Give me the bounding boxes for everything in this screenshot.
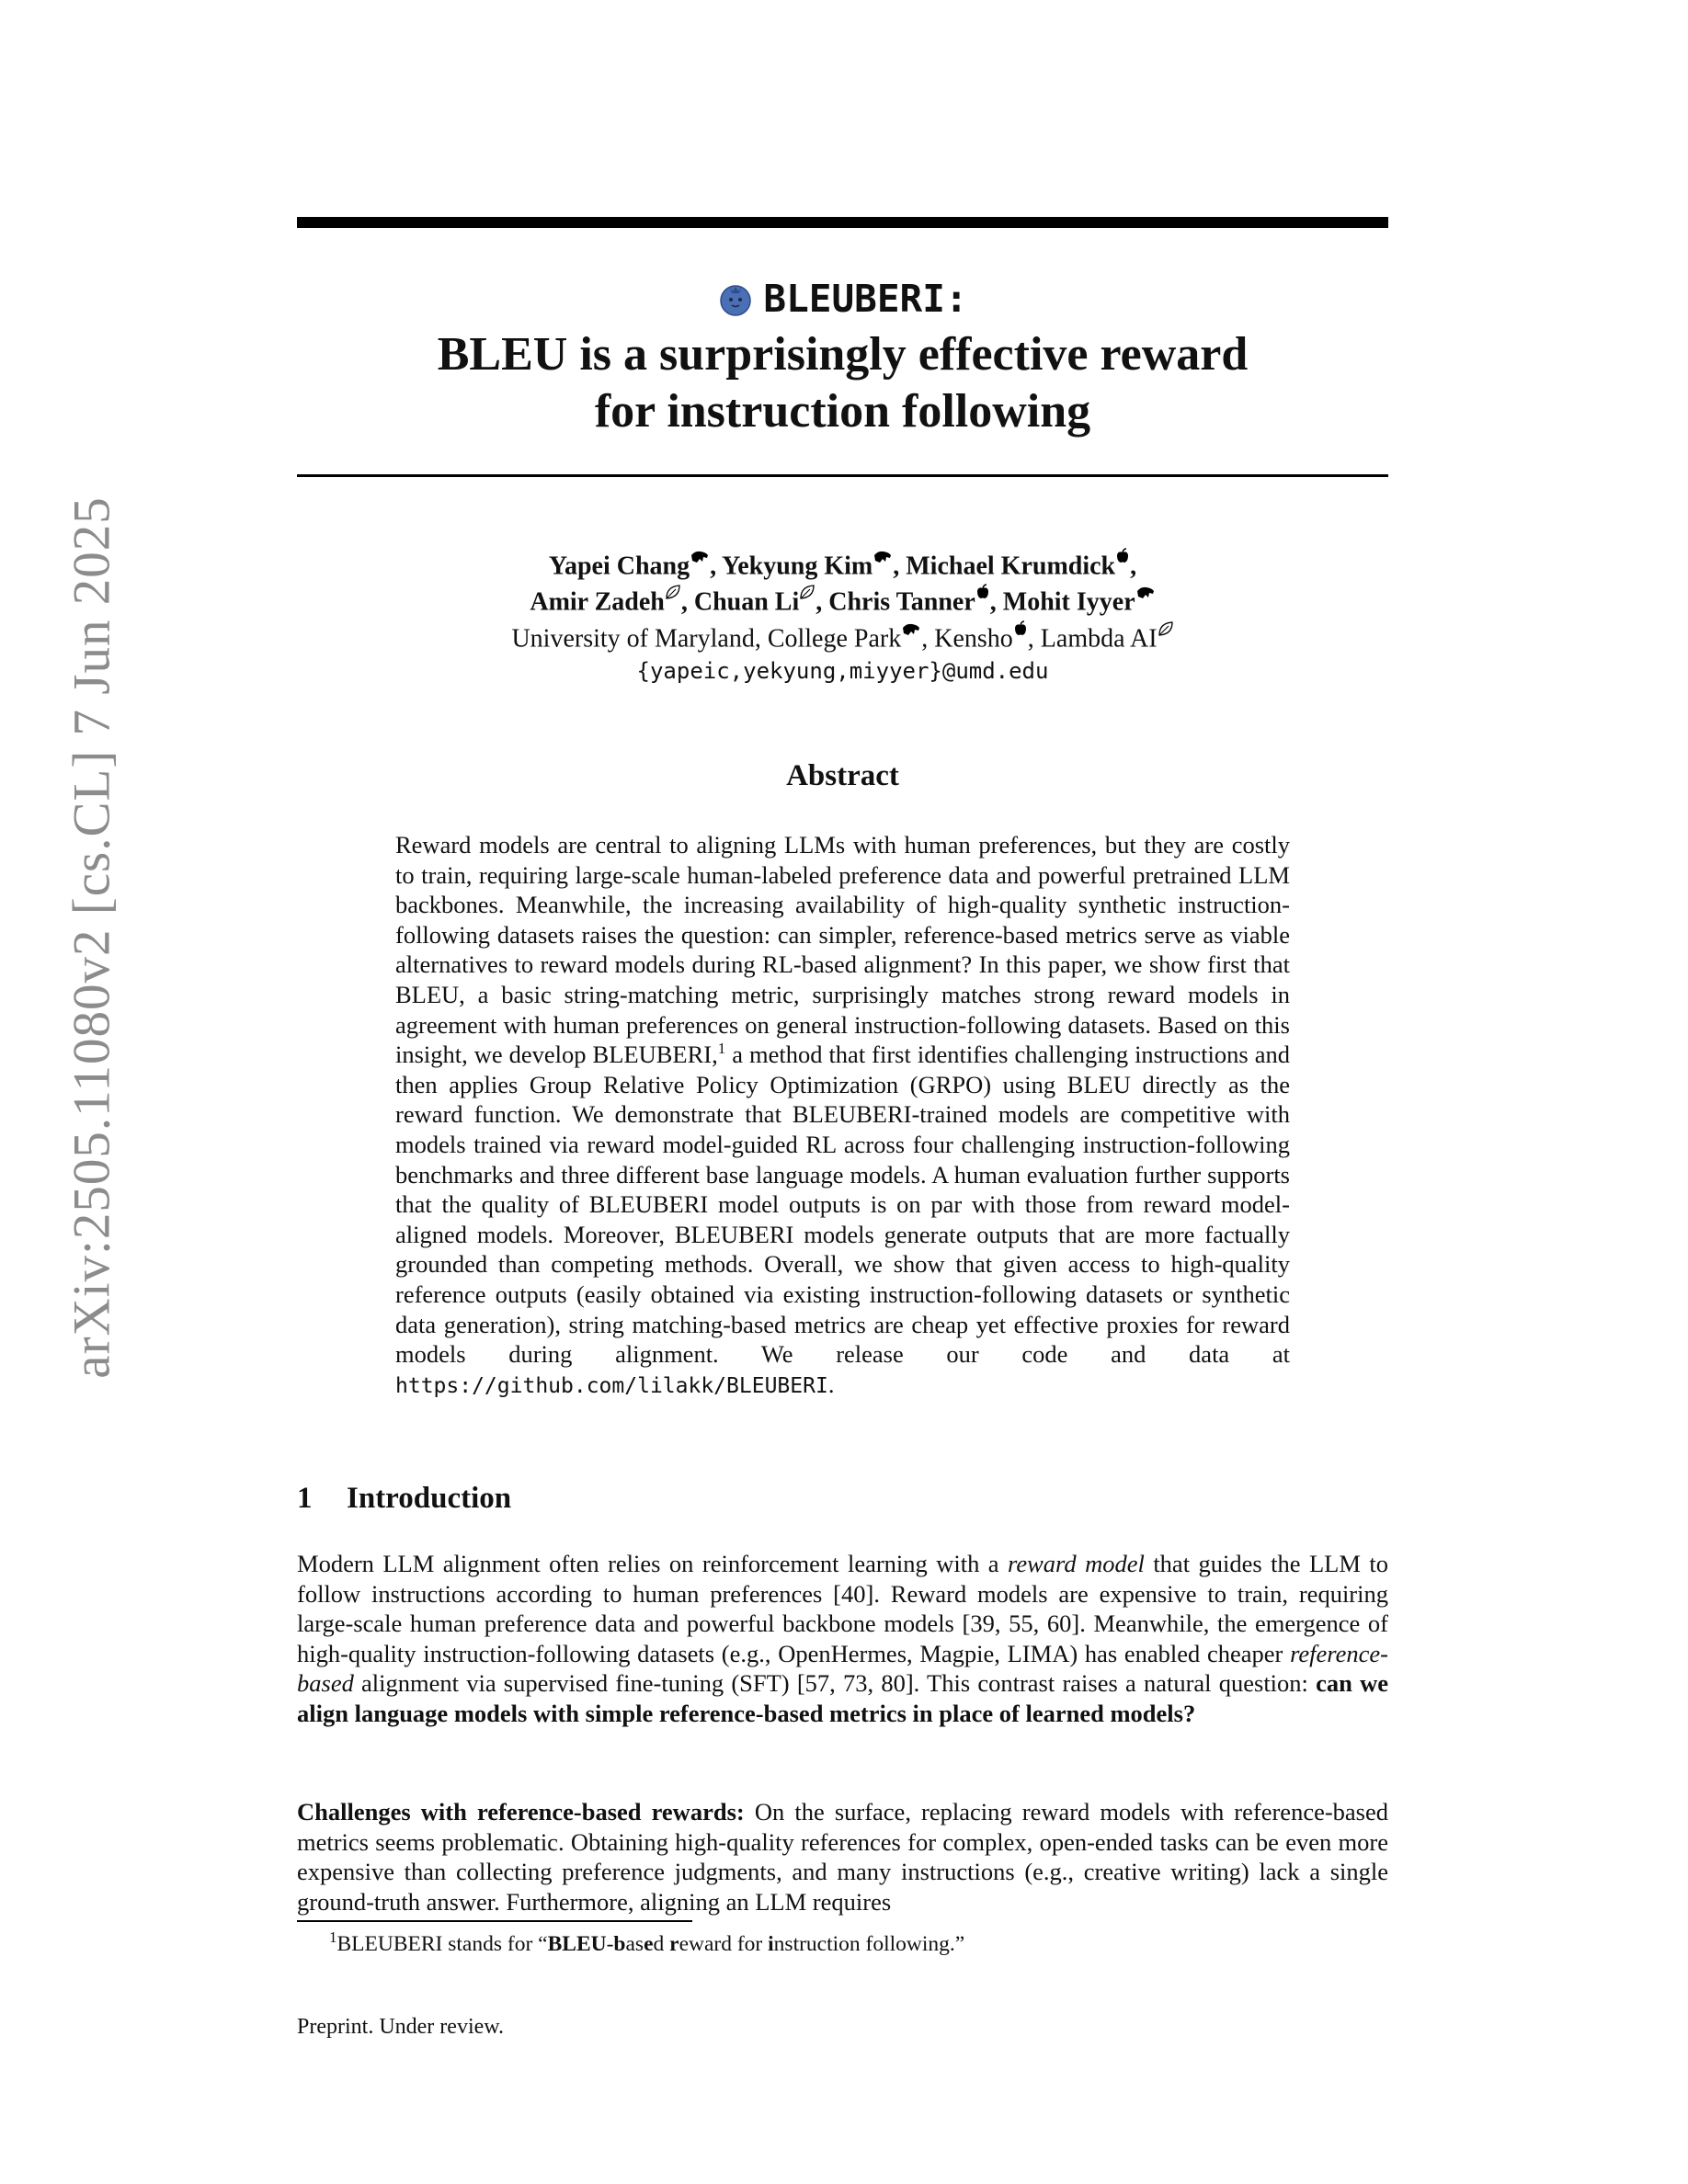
preprint-footer: Preprint. Under review. (297, 2015, 505, 2039)
section-title: Introduction (347, 1482, 512, 1515)
brand-name: BLEUBERI: (763, 277, 968, 321)
umd-turtle-icon (1135, 586, 1156, 600)
arxiv-margin-stamp: arXiv:2505.11080v2 [cs.CL] 7 Jun 2025 (63, 496, 121, 1379)
lambda-leaf-icon (665, 584, 681, 600)
author-line-1: Yapei Chang , Yekyung Kim , Michael Krumdick , (297, 548, 1388, 584)
abstract-heading: Abstract (786, 759, 899, 792)
author-name: Chuan Li (693, 587, 800, 617)
kensho-apple-icon (1013, 620, 1028, 637)
umd-turtle-icon (690, 550, 710, 564)
title-block (297, 272, 1388, 439)
affiliation: Lambda AI (1040, 623, 1158, 653)
umd-turtle-icon (901, 622, 921, 637)
umd-turtle-icon (873, 550, 893, 564)
title-top-rule (297, 217, 1388, 228)
paper-title-line-2: for instruction following (594, 385, 1091, 438)
lambda-leaf-icon (799, 584, 815, 600)
footnote-mark: 1 (329, 1928, 337, 1947)
author-name: Mohit Iyyer (1002, 587, 1135, 617)
affiliation: Kensho (934, 623, 1013, 653)
brand-line (297, 272, 1388, 325)
research-question: can we align language models with simple reference-based metrics in place of learned models? (297, 1669, 1388, 1727)
affiliation: University of Maryland, College Park (511, 623, 902, 653)
kensho-apple-icon (1115, 548, 1130, 564)
footnote: $^1$BLEUBERI stands for “BLEU-based reward for instruction following.” (329, 1928, 965, 1956)
author-name: Amir Zadeh (530, 587, 665, 617)
title-bottom-rule (297, 474, 1388, 477)
section-heading-introduction (297, 1482, 511, 1516)
affiliations: University of Maryland, College Park , Kensho , Lambda AI (297, 620, 1388, 655)
author-name: Yapei Chang (548, 552, 690, 581)
footnote-ref[interactable]: 1 (717, 1040, 726, 1058)
paragraph-lead: Challenges with reference-based rewards: (297, 1798, 745, 1826)
author-name: Chris Tanner (828, 587, 975, 617)
author-name: Michael Krumdick (906, 552, 1116, 581)
lambda-leaf-icon (1158, 620, 1174, 637)
footnote-rule (297, 1920, 692, 1922)
intro-paragraph-2: Challenges with reference-based rewards: On the surface, replacing reward models with reference-based metrics seems problematic. Obtaining high-quality references for complex, open-ended tasks can be even more expensive than collecting preference judgments, and many instructions (e.g., creative writing) lack a single ground-truth answer. Furthermore, aligning an LLM requires (297, 1798, 1389, 1916)
abstract-text: Reward models are central to aligning LLMs with human preferences, but they are costly to train, requiring large-scale human-labeled preference data and powerful pretrained LLM backbones. Meanwhile, the increasing availability of high-quality synthetic instruction-following datasets raises the question: can simpler, reference-based metrics serve as viable alternatives to reward models during RL-based alignment? In this paper, we show first that BLEU, a basic string-matching metric, surprisingly matches strong reward models in agreement with human preferences on general instruction-following datasets. Based on this insight, we develop BLEUBERI,$^1$ a method that first identifies challenging instructions and then applies Group Relative Policy Optimization (GRPO) using BLEU directly as the reward function. We demonstrate that BLEUBERI-trained models are competitive with models trained via reward model-guided RL across four challenging instruction-following benchmarks and three different base language models. A human evaluation further supports that the quality of BLEUBERI model outputs is on par with those from reward model-aligned models. Moreover, BLEUBERI models generate outputs that are more factually grounded than competing methods. Overall, we show that given access to high-quality reference outputs (easily obtained via existing instruction-following datasets or synthetic data generation), string matching-based metrics are cheap yet effective proxies for reward models during alignment. We release our code and data at https://github.com/lilakk/BLEUBERI. (395, 831, 1290, 1398)
blueberry-icon (717, 280, 754, 317)
author-block (297, 548, 1388, 687)
repo-link[interactable]: https://github.com/lilakk/BLEUBERI (395, 1373, 828, 1398)
author-email: {yapeic,yekyung,miyyer}@umd.edu (636, 657, 1049, 684)
intro-paragraph-1: Modern LLM alignment often relies on reinforcement learning with a reward model that guides the LLM to follow instructions according to human preferences [40]. Reward models are expensive to train, requiring large-scale human preference data and powerful backbone models [39, 55, 60]. Meanwhile, the emergence of high-quality instruction-following datasets (e.g., OpenHermes, Magpie, LIMA) has enabled cheaper reference-based alignment via supervised fine-tuning (SFT) [57, 73, 80]. This contrast raises a natural question: can we align language models with simple reference-based metrics in place of learned models? (297, 1550, 1388, 1727)
paper-title-line-1: BLEU is a surprisingly effective reward (437, 328, 1249, 381)
author-name: Yekyung Kim (722, 552, 873, 581)
kensho-apple-icon (975, 584, 990, 600)
section-number: 1 (297, 1482, 313, 1515)
author-line-2: Amir Zadeh , Chuan Li , Chris Tanner , Mohit Iyyer (297, 584, 1388, 620)
